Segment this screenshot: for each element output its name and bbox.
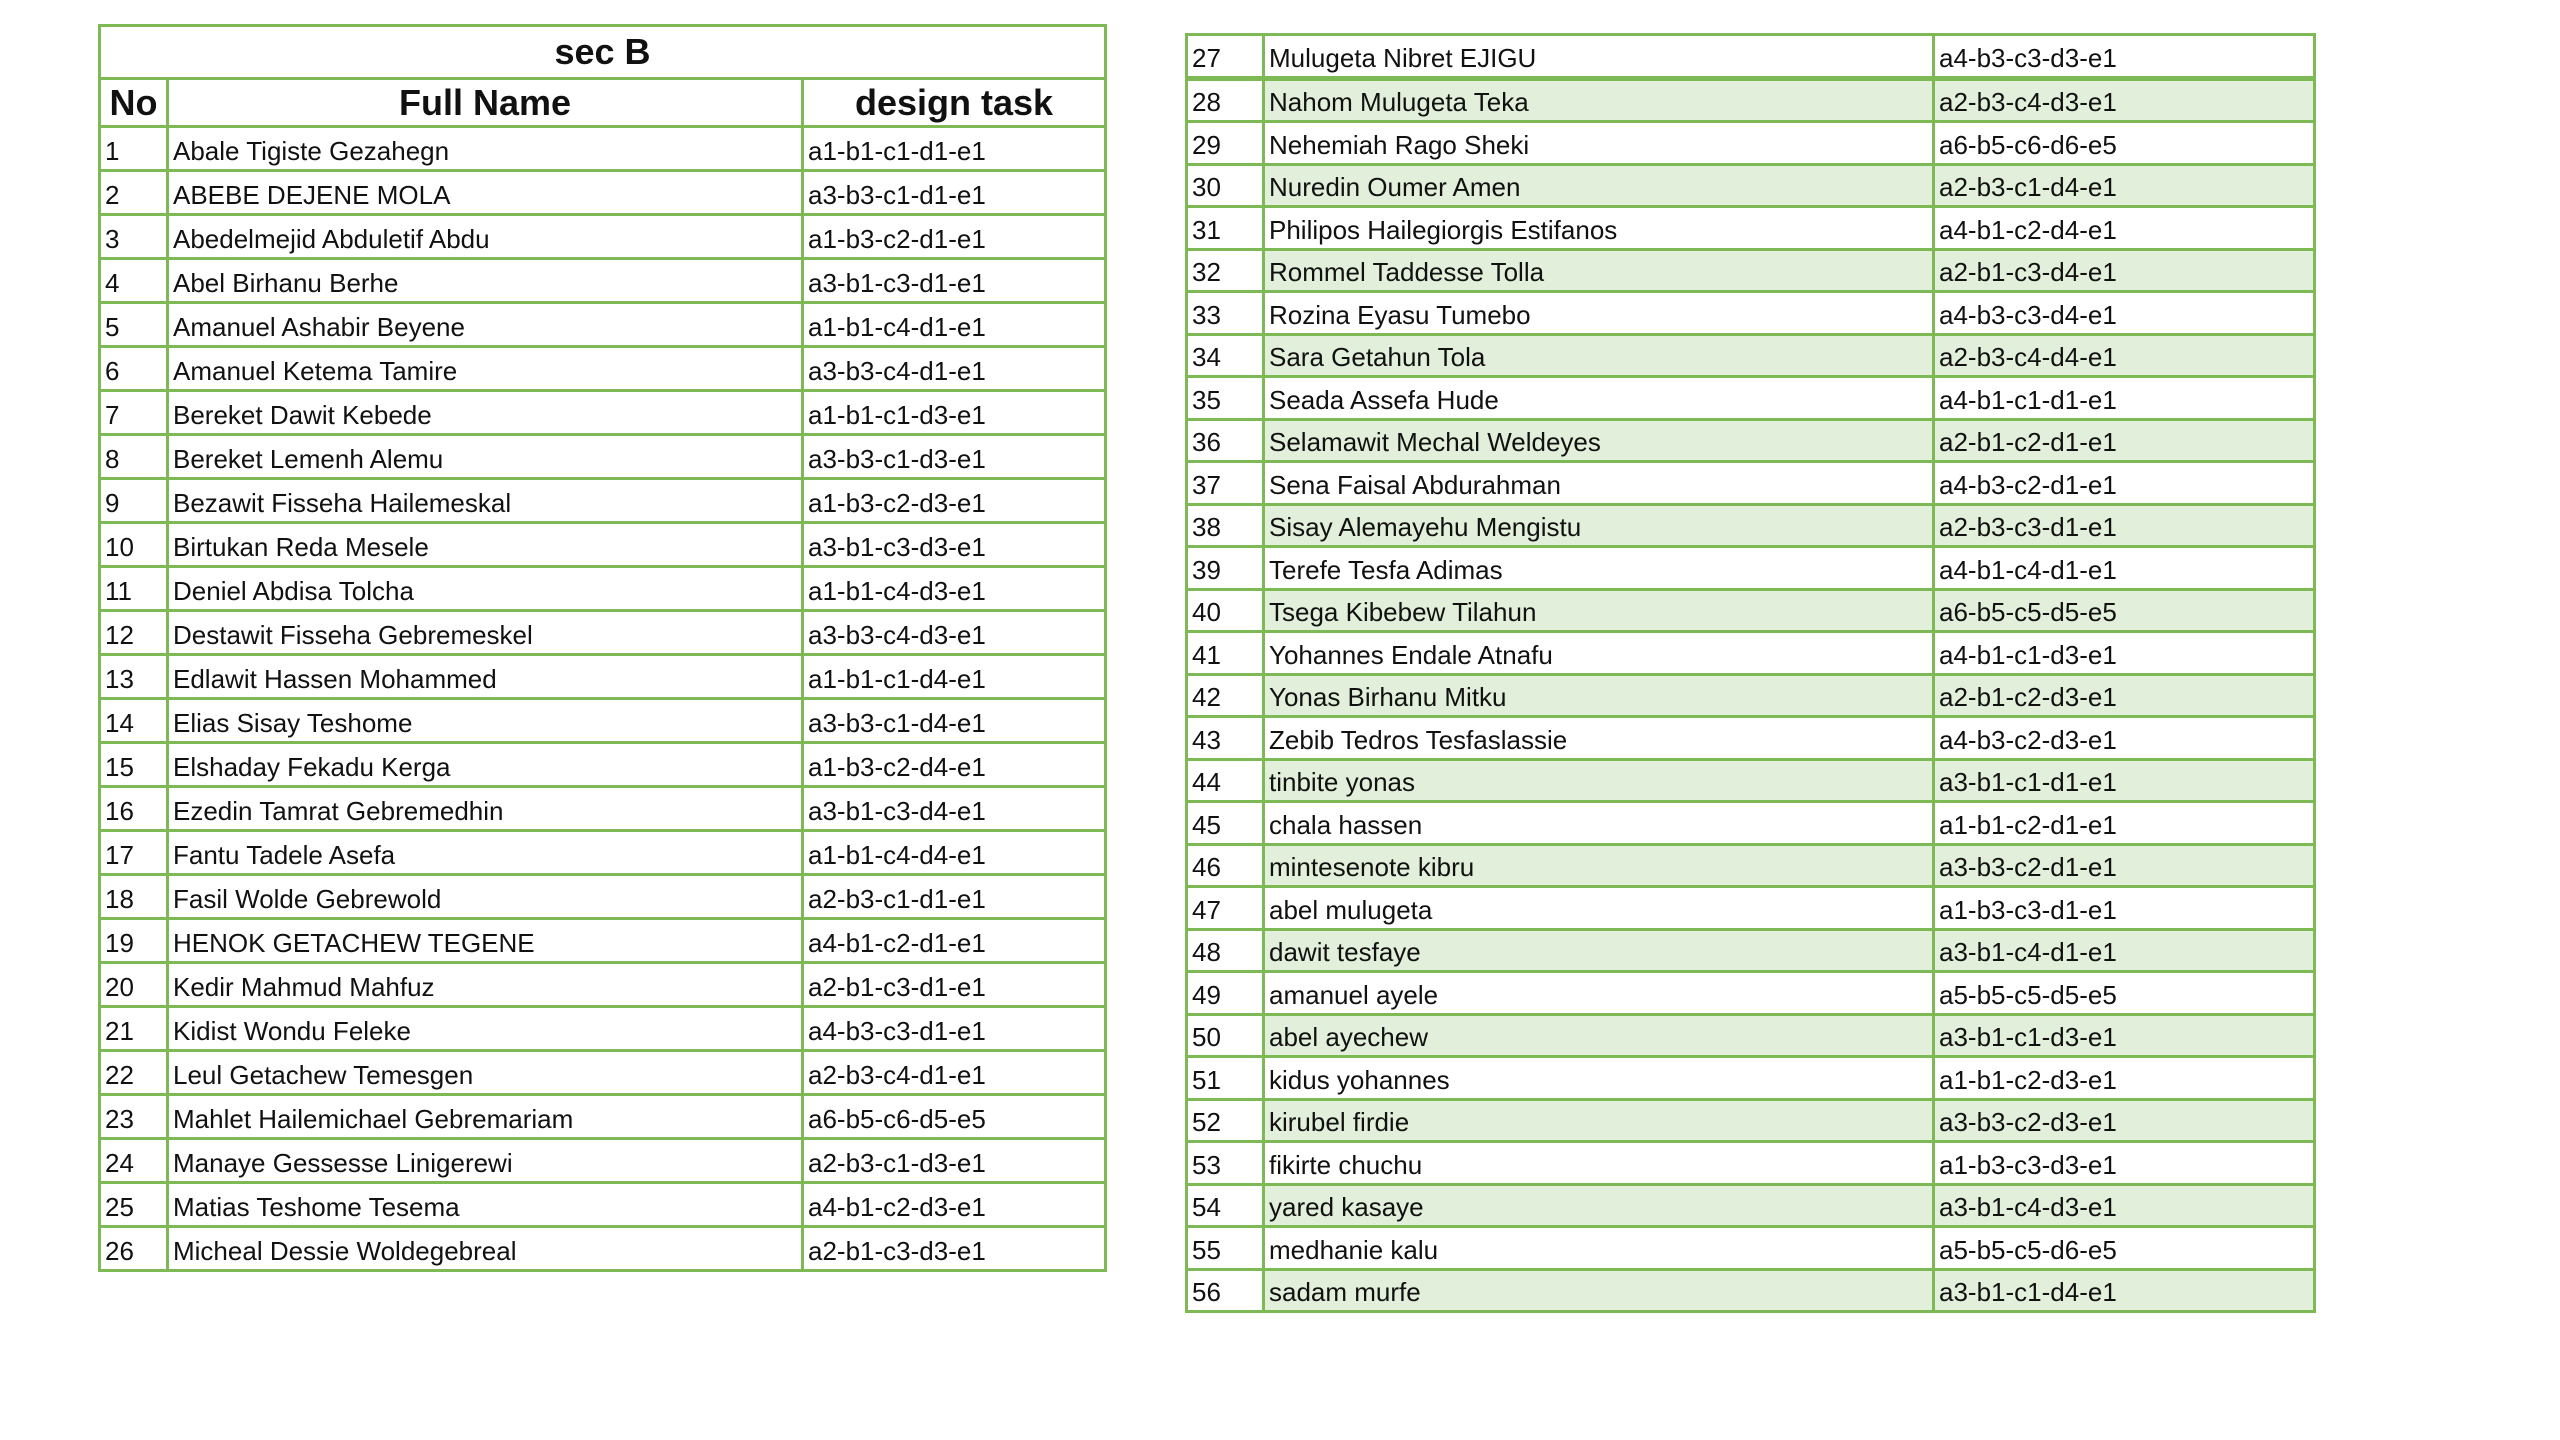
full-name-cell: yared kasaye	[1264, 1184, 1934, 1227]
full-name-cell: Selamawit Mechal Weldeyes	[1264, 419, 1934, 462]
table-row	[1187, 589, 2315, 632]
table-row	[1187, 632, 2315, 675]
row-number: 37	[1187, 462, 1264, 505]
design-task-cell: a2-b1-c2-d3-e1	[1934, 674, 2315, 717]
row-number: 44	[1187, 759, 1264, 802]
design-task-cell: a3-b1-c3-d1-e1	[803, 259, 1106, 303]
design-task-cell: a3-b1-c1-d3-e1	[1934, 1014, 2315, 1057]
row-number: 9	[100, 479, 168, 523]
row-number: 40	[1187, 589, 1264, 632]
row-number: 10	[100, 523, 168, 567]
full-name-cell: Sara Getahun Tola	[1264, 334, 1934, 377]
design-task-cell: a3-b3-c1-d4-e1	[803, 699, 1106, 743]
row-number: 35	[1187, 377, 1264, 420]
full-name-cell: abel mulugeta	[1264, 887, 1934, 930]
design-task-cell: a3-b3-c4-d1-e1	[803, 347, 1106, 391]
row-number: 1	[100, 127, 168, 171]
table-row	[1187, 504, 2315, 547]
table-row	[1187, 249, 2315, 292]
design-task-cell: a1-b1-c2-d3-e1	[1934, 1057, 2315, 1100]
design-task-cell: a1-b3-c2-d1-e1	[803, 215, 1106, 259]
row-number: 41	[1187, 632, 1264, 675]
row-number: 13	[100, 655, 168, 699]
design-task-cell: a3-b3-c2-d3-e1	[1934, 1099, 2315, 1142]
table-row	[100, 919, 1106, 963]
design-task-cell: a6-b5-c6-d5-e5	[803, 1095, 1106, 1139]
row-number: 47	[1187, 887, 1264, 930]
full-name-cell: Elias Sisay Teshome	[168, 699, 803, 743]
design-task-cell: a2-b1-c3-d1-e1	[803, 963, 1106, 1007]
design-task-cell: a6-b5-c6-d6-e5	[1934, 122, 2315, 165]
full-name-cell: Bezawit Fisseha Hailemeskal	[168, 479, 803, 523]
design-task-cell: a1-b1-c1-d1-e1	[803, 127, 1106, 171]
table-row	[100, 567, 1106, 611]
table-row	[100, 435, 1106, 479]
design-task-cell: a3-b1-c1-d4-e1	[1934, 1269, 2315, 1312]
table-row	[100, 787, 1106, 831]
table-row	[1187, 1014, 2315, 1057]
design-task-cell: a2-b3-c1-d4-e1	[1934, 164, 2315, 207]
full-name-cell: Kidist Wondu Feleke	[168, 1007, 803, 1051]
table-row	[1187, 164, 2315, 207]
table-row	[1187, 377, 2315, 420]
full-name-cell: Rommel Taddesse Tolla	[1264, 249, 1934, 292]
row-number: 39	[1187, 547, 1264, 590]
full-name-cell: Ezedin Tamrat Gebremedhin	[168, 787, 803, 831]
table-row	[1187, 674, 2315, 717]
full-name-cell: Philipos Hailegiorgis Estifanos	[1264, 207, 1934, 250]
row-number: 25	[100, 1183, 168, 1227]
design-task-cell: a4-b3-c3-d3-e1	[1934, 35, 2315, 79]
design-task-cell: a3-b1-c4-d3-e1	[1934, 1184, 2315, 1227]
row-number: 2	[100, 171, 168, 215]
full-name-cell: Yonas Birhanu Mitku	[1264, 674, 1934, 717]
table-row	[100, 743, 1106, 787]
full-name-cell: Matias Teshome Tesema	[168, 1183, 803, 1227]
full-name-cell: Abale Tigiste Gezahegn	[168, 127, 803, 171]
design-task-cell: a2-b3-c4-d1-e1	[803, 1051, 1106, 1095]
table-row	[100, 391, 1106, 435]
design-task-cell: a1-b1-c4-d3-e1	[803, 567, 1106, 611]
table-row	[100, 655, 1106, 699]
full-name-cell: mintesenote kibru	[1264, 844, 1934, 887]
row-number: 15	[100, 743, 168, 787]
row-number: 53	[1187, 1142, 1264, 1185]
row-number: 52	[1187, 1099, 1264, 1142]
design-task-cell: a3-b1-c4-d1-e1	[1934, 929, 2315, 972]
full-name-cell: Bereket Lemenh Alemu	[168, 435, 803, 479]
design-task-cell: a1-b1-c2-d1-e1	[1934, 802, 2315, 845]
full-name-cell: Kedir Mahmud Mahfuz	[168, 963, 803, 1007]
design-task-cell: a3-b1-c3-d3-e1	[803, 523, 1106, 567]
table-row	[100, 1183, 1106, 1227]
section-title: sec B	[100, 26, 1106, 79]
table-row	[1187, 207, 2315, 250]
design-task-cell: a5-b5-c5-d5-e5	[1934, 972, 2315, 1015]
full-name-cell: Mahlet Hailemichael Gebremariam	[168, 1095, 803, 1139]
row-number: 42	[1187, 674, 1264, 717]
full-name-cell: sadam murfe	[1264, 1269, 1934, 1312]
table-row	[100, 1227, 1106, 1271]
table-row	[1187, 1227, 2315, 1270]
table-row	[100, 699, 1106, 743]
row-number: 20	[100, 963, 168, 1007]
row-number: 4	[100, 259, 168, 303]
row-number: 6	[100, 347, 168, 391]
table-row	[100, 479, 1106, 523]
design-task-cell: a4-b1-c2-d1-e1	[803, 919, 1106, 963]
full-name-cell: Nehemiah Rago Sheki	[1264, 122, 1934, 165]
full-name-cell: Micheal Dessie Woldegebreal	[168, 1227, 803, 1271]
full-name-cell: Yohannes Endale Atnafu	[1264, 632, 1934, 675]
table-row	[1187, 462, 2315, 505]
table-row	[1187, 1269, 2315, 1312]
table-row	[1187, 887, 2315, 930]
row-number: 19	[100, 919, 168, 963]
design-task-cell: a1-b3-c2-d4-e1	[803, 743, 1106, 787]
design-task-cell: a2-b1-c2-d1-e1	[1934, 419, 2315, 462]
row-number: 49	[1187, 972, 1264, 1015]
design-task-cell: a4-b3-c2-d3-e1	[1934, 717, 2315, 760]
row-number: 56	[1187, 1269, 1264, 1312]
row-number: 45	[1187, 802, 1264, 845]
design-task-cell: a3-b1-c1-d1-e1	[1934, 759, 2315, 802]
table-row	[1187, 334, 2315, 377]
row-number: 24	[100, 1139, 168, 1183]
table-row	[1187, 929, 2315, 972]
row-number: 31	[1187, 207, 1264, 250]
full-name-cell: Deniel Abdisa Tolcha	[168, 567, 803, 611]
design-task-cell: a4-b3-c3-d4-e1	[1934, 292, 2315, 335]
row-number: 33	[1187, 292, 1264, 335]
full-name-cell: Nahom Mulugeta Teka	[1264, 78, 1934, 122]
full-name-cell: Bereket Dawit Kebede	[168, 391, 803, 435]
full-name-cell: kidus yohannes	[1264, 1057, 1934, 1100]
full-name-cell: Rozina Eyasu Tumebo	[1264, 292, 1934, 335]
full-name-cell: Birtukan Reda Mesele	[168, 523, 803, 567]
row-number: 5	[100, 303, 168, 347]
row-number: 54	[1187, 1184, 1264, 1227]
full-name-cell: Seada Assefa Hude	[1264, 377, 1934, 420]
row-number: 7	[100, 391, 168, 435]
full-name-cell: Zebib Tedros Tesfaslassie	[1264, 717, 1934, 760]
design-task-cell: a1-b1-c4-d4-e1	[803, 831, 1106, 875]
design-task-cell: a4-b1-c2-d3-e1	[803, 1183, 1106, 1227]
row-number: 11	[100, 567, 168, 611]
design-task-cell: a4-b1-c1-d1-e1	[1934, 377, 2315, 420]
row-number: 50	[1187, 1014, 1264, 1057]
full-name-cell: Nuredin Oumer Amen	[1264, 164, 1934, 207]
table-row	[100, 303, 1106, 347]
table-row	[1187, 292, 2315, 335]
design-task-cell: a2-b3-c1-d1-e1	[803, 875, 1106, 919]
student-table-left	[98, 24, 1107, 1272]
table-row	[100, 1095, 1106, 1139]
header-row	[100, 79, 1106, 127]
table-row	[1187, 1099, 2315, 1142]
full-name-cell: amanuel ayele	[1264, 972, 1934, 1015]
design-task-cell: a4-b1-c4-d1-e1	[1934, 547, 2315, 590]
row-number: 36	[1187, 419, 1264, 462]
design-task-cell: a3-b3-c4-d3-e1	[803, 611, 1106, 655]
full-name-cell: Tsega Kibebew Tilahun	[1264, 589, 1934, 632]
table-row	[100, 171, 1106, 215]
table-row	[100, 1051, 1106, 1095]
table-row	[1187, 844, 2315, 887]
table-row	[100, 523, 1106, 567]
design-task-cell: a1-b3-c2-d3-e1	[803, 479, 1106, 523]
design-task-cell: a1-b1-c4-d1-e1	[803, 303, 1106, 347]
table-row	[1187, 547, 2315, 590]
row-number: 48	[1187, 929, 1264, 972]
design-task-cell: a2-b3-c1-d3-e1	[803, 1139, 1106, 1183]
row-number: 43	[1187, 717, 1264, 760]
row-number: 38	[1187, 504, 1264, 547]
design-task-cell: a4-b3-c3-d1-e1	[803, 1007, 1106, 1051]
design-task-cell: a1-b3-c3-d1-e1	[1934, 887, 2315, 930]
full-name-cell: Edlawit Hassen Mohammed	[168, 655, 803, 699]
row-number: 51	[1187, 1057, 1264, 1100]
design-task-cell: a4-b3-c2-d1-e1	[1934, 462, 2315, 505]
full-name-cell: tinbite yonas	[1264, 759, 1934, 802]
row-number: 34	[1187, 334, 1264, 377]
full-name-cell: Leul Getachew Temesgen	[168, 1051, 803, 1095]
full-name-cell: fikirte chuchu	[1264, 1142, 1934, 1185]
row-number: 55	[1187, 1227, 1264, 1270]
full-name-cell: Elshaday Fekadu Kerga	[168, 743, 803, 787]
full-name-cell: Fantu Tadele Asefa	[168, 831, 803, 875]
title-row	[100, 26, 1106, 79]
table-row	[100, 963, 1106, 1007]
design-task-cell: a2-b3-c4-d3-e1	[1934, 78, 2315, 122]
table-row	[1187, 122, 2315, 165]
table-row	[1187, 1142, 2315, 1185]
design-task-cell: a6-b5-c5-d5-e5	[1934, 589, 2315, 632]
row-number: 28	[1187, 78, 1264, 122]
row-number: 26	[100, 1227, 168, 1271]
row-number: 8	[100, 435, 168, 479]
row-number: 29	[1187, 122, 1264, 165]
table-row	[1187, 972, 2315, 1015]
full-name-cell: Destawit Fisseha Gebremeskel	[168, 611, 803, 655]
design-task-cell: a3-b3-c1-d3-e1	[803, 435, 1106, 479]
full-name-cell: Mulugeta Nibret EJIGU	[1264, 35, 1934, 79]
table-row	[1187, 35, 2315, 79]
row-number: 14	[100, 699, 168, 743]
header-design-task: design task	[803, 79, 1106, 127]
full-name-cell: ABEBE DEJENE MOLA	[168, 171, 803, 215]
row-number: 27	[1187, 35, 1264, 79]
table-row	[1187, 802, 2315, 845]
design-task-cell: a3-b3-c2-d1-e1	[1934, 844, 2315, 887]
table-row	[100, 215, 1106, 259]
table-row	[1187, 419, 2315, 462]
design-task-cell: a5-b5-c5-d6-e5	[1934, 1227, 2315, 1270]
full-name-cell: chala hassen	[1264, 802, 1934, 845]
full-name-cell: Abel Birhanu Berhe	[168, 259, 803, 303]
header-no: No	[100, 79, 168, 127]
row-number: 18	[100, 875, 168, 919]
table-row	[1187, 1184, 2315, 1227]
table-row	[100, 875, 1106, 919]
table-row	[1187, 78, 2315, 122]
full-name-cell: Terefe Tesfa Adimas	[1264, 547, 1934, 590]
table-row	[1187, 759, 2315, 802]
left-table-body	[100, 127, 1106, 1271]
full-name-cell: Abedelmejid Abduletif Abdu	[168, 215, 803, 259]
design-task-cell: a1-b1-c1-d4-e1	[803, 655, 1106, 699]
row-number: 21	[100, 1007, 168, 1051]
table-row	[100, 831, 1106, 875]
row-number: 16	[100, 787, 168, 831]
row-number: 3	[100, 215, 168, 259]
header-full-name: Full Name	[168, 79, 803, 127]
table-row	[100, 127, 1106, 171]
design-task-cell: a4-b1-c2-d4-e1	[1934, 207, 2315, 250]
design-task-cell: a3-b3-c1-d1-e1	[803, 171, 1106, 215]
row-number: 23	[100, 1095, 168, 1139]
table-row	[100, 1007, 1106, 1051]
design-task-cell: a2-b3-c3-d1-e1	[1934, 504, 2315, 547]
table-row	[100, 259, 1106, 303]
table-row	[1187, 717, 2315, 760]
design-task-cell: a2-b3-c4-d4-e1	[1934, 334, 2315, 377]
row-number: 12	[100, 611, 168, 655]
full-name-cell: Sena Faisal Abdurahman	[1264, 462, 1934, 505]
design-task-cell: a2-b1-c3-d3-e1	[803, 1227, 1106, 1271]
right-table-body	[1187, 35, 2315, 1312]
design-task-cell: a3-b1-c3-d4-e1	[803, 787, 1106, 831]
full-name-cell: HENOK GETACHEW TEGENE	[168, 919, 803, 963]
full-name-cell: Fasil Wolde Gebrewold	[168, 875, 803, 919]
full-name-cell: Amanuel Ketema Tamire	[168, 347, 803, 391]
student-table-right	[1185, 33, 2316, 1313]
row-number: 22	[100, 1051, 168, 1095]
full-name-cell: Manaye Gessesse Linigerewi	[168, 1139, 803, 1183]
full-name-cell: Amanuel Ashabir Beyene	[168, 303, 803, 347]
row-number: 32	[1187, 249, 1264, 292]
design-task-cell: a1-b3-c3-d3-e1	[1934, 1142, 2315, 1185]
row-number: 46	[1187, 844, 1264, 887]
row-number: 30	[1187, 164, 1264, 207]
full-name-cell: dawit tesfaye	[1264, 929, 1934, 972]
row-number: 17	[100, 831, 168, 875]
full-name-cell: kirubel firdie	[1264, 1099, 1934, 1142]
design-task-cell: a2-b1-c3-d4-e1	[1934, 249, 2315, 292]
full-name-cell: Sisay Alemayehu Mengistu	[1264, 504, 1934, 547]
table-row	[100, 1139, 1106, 1183]
table-row	[100, 347, 1106, 391]
design-task-cell: a4-b1-c1-d3-e1	[1934, 632, 2315, 675]
table-row	[100, 611, 1106, 655]
design-task-cell: a1-b1-c1-d3-e1	[803, 391, 1106, 435]
full-name-cell: medhanie kalu	[1264, 1227, 1934, 1270]
full-name-cell: abel ayechew	[1264, 1014, 1934, 1057]
table-row	[1187, 1057, 2315, 1100]
